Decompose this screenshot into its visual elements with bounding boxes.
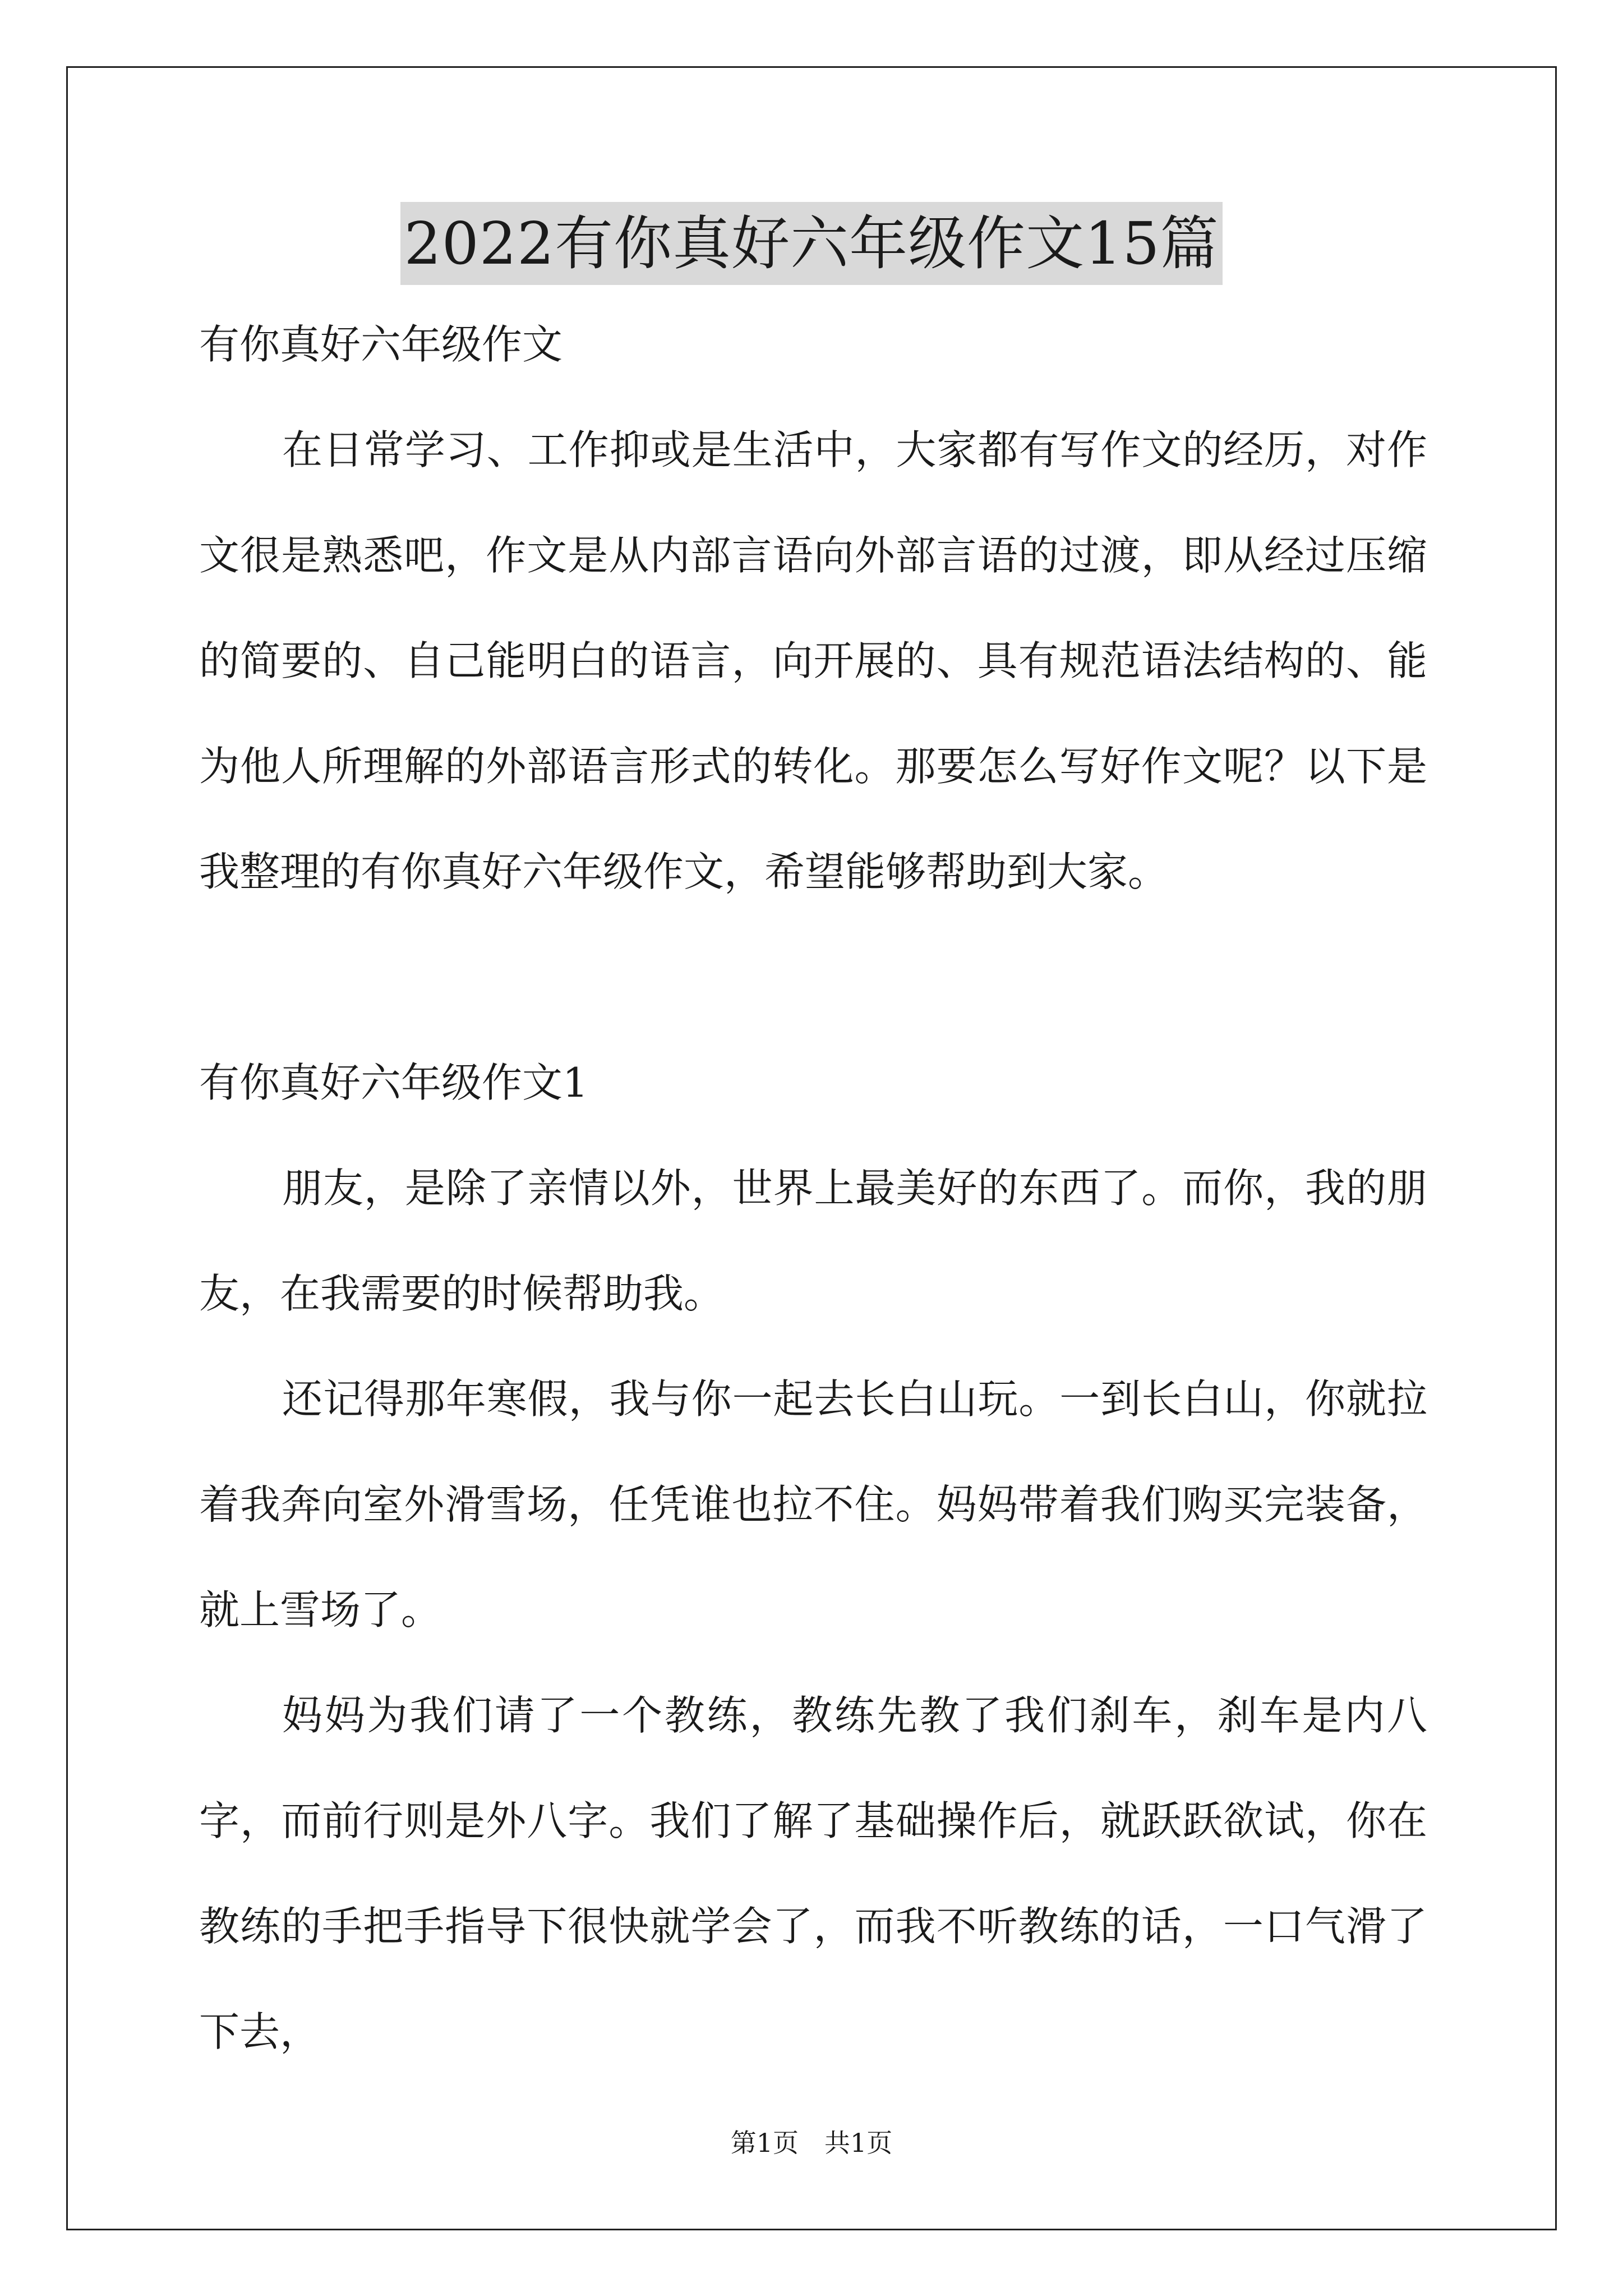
section-gap — [199, 924, 1427, 1030]
title-wrap — [0, 202, 1623, 285]
essay1-paragraph: 还记得那年寒假，我与你一起去长白山玩。一到长白山，你就拉着我奔向室外滑雪场，任凭谁也拉不住。妈妈带着我们购买完装备，就上雪场了。 — [199, 1375, 1427, 1634]
essay1-heading: 有你真好六年级作文1 — [199, 1059, 588, 1106]
essay1-paragraph: 朋友，是除了亲情以外，世界上最美好的东西了。而你，我的朋友，在我需要的时候帮助我。 — [199, 1165, 1427, 1317]
intro-heading: 有你真好六年级作文 — [199, 321, 563, 368]
intro-paragraph: 在日常学习、工作抑或是生活中，大家都有写作文的经历，对作文很是熟悉吧，作文是从内部言语向外部言语的过渡，即从经过压缩的简要的、自己能明白的语言，向开展的、具有规范语法结构的、能为他人所理解的外部语言形式的转化。那要怎么写好作文呢？以下是我整理的有你真好六年级作文，希望能够帮助到大家。 — [199, 426, 1427, 895]
essay1-paragraph: 妈妈为我们请了一个教练，教练先教了我们刹车，刹车是内八字，而前行则是外八字。我们了解了基础操作后，就跃跃欲试，你在教练的手把手指导下很快就学会了，而我不听教练的话，一口气滑了下去， — [199, 1692, 1427, 2055]
document-title: 2022有你真好六年级作文15篇 — [400, 202, 1222, 285]
page-footer — [0, 2126, 1623, 2160]
document-body — [199, 292, 1427, 2085]
page-number: 第1页 共1页 — [730, 2128, 893, 2158]
